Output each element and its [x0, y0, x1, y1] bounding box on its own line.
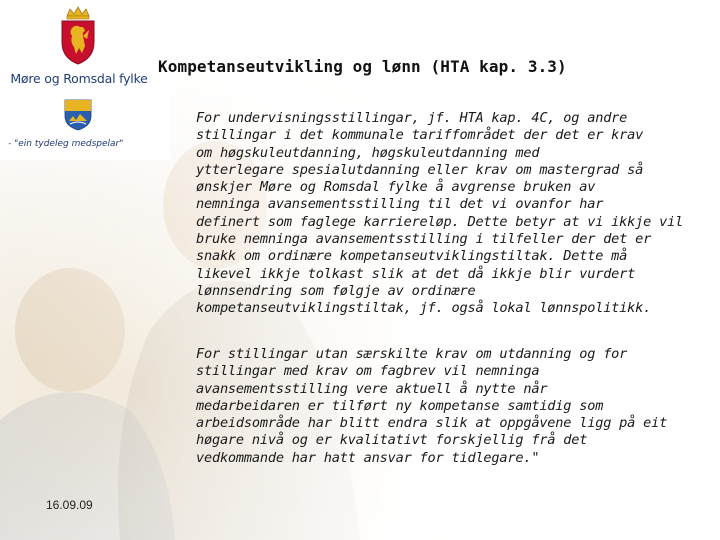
tagline: - "ein tydeleg medspelar": [8, 139, 124, 149]
body-paragraph-1: For undervisningsstillingar, jf. HTA kap. 4C, og andre stillingar i det kommunale tariffområdet der det er krav om høgskuleutdanning, høgskuleutdanning med ytterlegare spesialutdanning eller krav om mastergrad så ønskjer Møre og Romsdal fylke å avgrense bruken av nemninga avansementsstilling til det vi ovanfor har definert som faglege karriereløp. Dette betyr at vi ikkje vil bruke nemninga avansementsstilling i tilfeller der det er snakk om ordinære kompetanseutviklingstiltak. Dette må likevel ikkje tolkast slik at det då ikkje blir vurdert lønnsendring som følgje av ordinære kompetanseutviklingstiltak, jf. også lokal lønnspolitikk.: [196, 110, 684, 317]
county-name: Møre og Romsdal fylke: [10, 71, 148, 86]
county-shield-icon: [64, 99, 92, 131]
body-paragraph-2: For stillingar utan særskilte krav om utdanning og for stillingar med krav om fagbrev vil nemninga avansementsstilling vere aktuell å nytte når medarbeidaren er tilført ny kompetanse samtidig som arbeidsområde har blitt endra slik at oppgåvene ligg på eit høgare nivå og er kvalitativt forskjellig frå det vedkommande har hatt ansvar for tidlegare.": [196, 346, 668, 466]
coat-of-arms-lion-icon: [58, 6, 98, 66]
slide-date: 16.09.09: [46, 498, 93, 512]
slide-title: Kompetanseutvikling og lønn (HTA kap. 3.3): [158, 57, 567, 76]
